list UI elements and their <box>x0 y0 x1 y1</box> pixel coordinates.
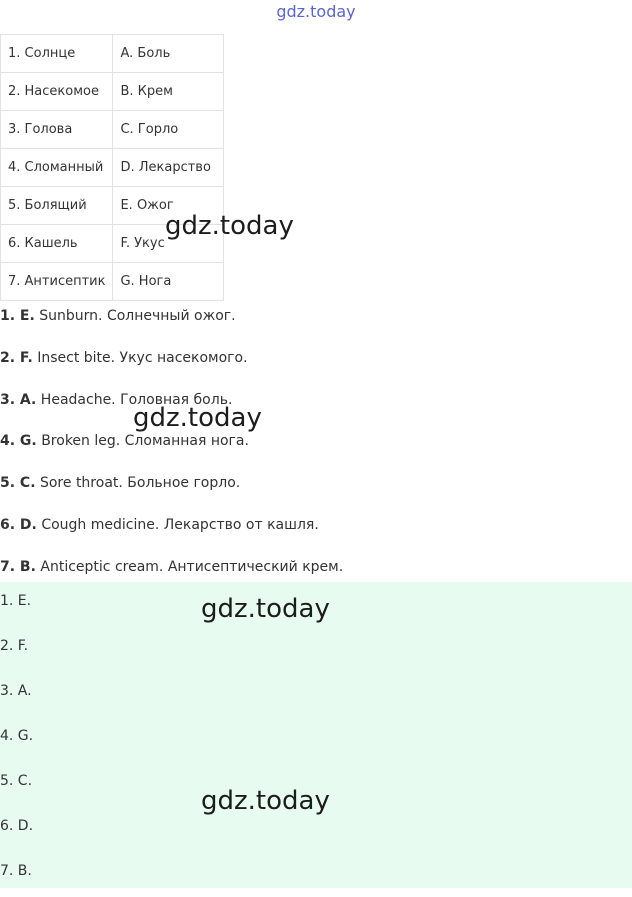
short-answer: 2. F. <box>0 638 29 654</box>
table-cell-right: B. Крем <box>113 73 224 111</box>
answer-line <box>0 296 632 338</box>
short-answer: 5. C. <box>0 773 33 789</box>
table-cell-right: F. Укус <box>113 225 224 263</box>
answer-key: 4. G. <box>0 433 37 450</box>
watermark: gdz.today <box>201 594 330 624</box>
table-cell-right: C. Горло <box>113 111 224 149</box>
short-answer: 4. G. <box>0 728 34 744</box>
answer-line <box>0 421 632 463</box>
matching-table <box>0 34 224 301</box>
table-cell-right: A. Боль <box>113 35 224 73</box>
answer-list <box>0 296 632 589</box>
table-cell-left: 6. Кашель <box>1 225 113 263</box>
answer-text: Anticeptic cream. Антисептический крем. <box>35 558 344 575</box>
answer-line <box>0 463 632 505</box>
table-cell-left: 4. Сломанный <box>1 149 113 187</box>
table-row <box>1 263 224 301</box>
short-answer: 1. E. <box>0 593 32 609</box>
answer-key: 6. D. <box>0 516 37 533</box>
answer-key: 5. C. <box>0 475 36 492</box>
answer-text: Insect bite. Укус насекомого. <box>32 349 248 366</box>
table-cell-left: 1. Солнце <box>1 35 113 73</box>
table-cell-right: E. Ожог <box>113 187 224 225</box>
answer-line <box>0 380 632 422</box>
watermark: gdz.today <box>165 211 294 241</box>
table-cell-left: 2. Насекомое <box>1 73 113 111</box>
answer-key: 7. B. <box>0 558 36 575</box>
site-logo: gdz.today <box>276 2 356 21</box>
answer-line <box>0 338 632 380</box>
table-cell-right: D. Лекарство <box>113 149 224 187</box>
short-answer: 6. D. <box>0 818 34 834</box>
table-row <box>1 35 224 73</box>
short-answer: 3. A. <box>0 683 32 699</box>
table-row <box>1 73 224 111</box>
answer-text: Sunburn. Солнечный ожог. <box>34 308 236 324</box>
answer-line <box>0 505 632 547</box>
table-row <box>1 149 224 187</box>
table-cell-right: G. Нога <box>113 263 224 301</box>
watermark: gdz.today <box>201 786 330 816</box>
answer-text: Sore throat. Больное горло. <box>35 475 241 492</box>
table-cell-left: 5. Болящий <box>1 187 113 225</box>
answer-text: Broken leg. Сломанная нога. <box>36 433 249 450</box>
answer-key: 1. E. <box>0 308 35 324</box>
table-row <box>1 111 224 149</box>
watermark: gdz.today <box>133 403 262 433</box>
answer-text: Cough medicine. Лекарство от кашля. <box>36 516 319 533</box>
answer-text: Headache. Головная боль. <box>36 391 233 408</box>
short-answer-block <box>0 582 632 888</box>
table-cell-left: 7. Антисептик <box>1 263 113 301</box>
answer-key: 3. A. <box>0 391 37 408</box>
short-answer: 7. B. <box>0 863 32 879</box>
answer-key: 2. F. <box>0 349 33 366</box>
table-cell-left: 3. Голова <box>1 111 113 149</box>
